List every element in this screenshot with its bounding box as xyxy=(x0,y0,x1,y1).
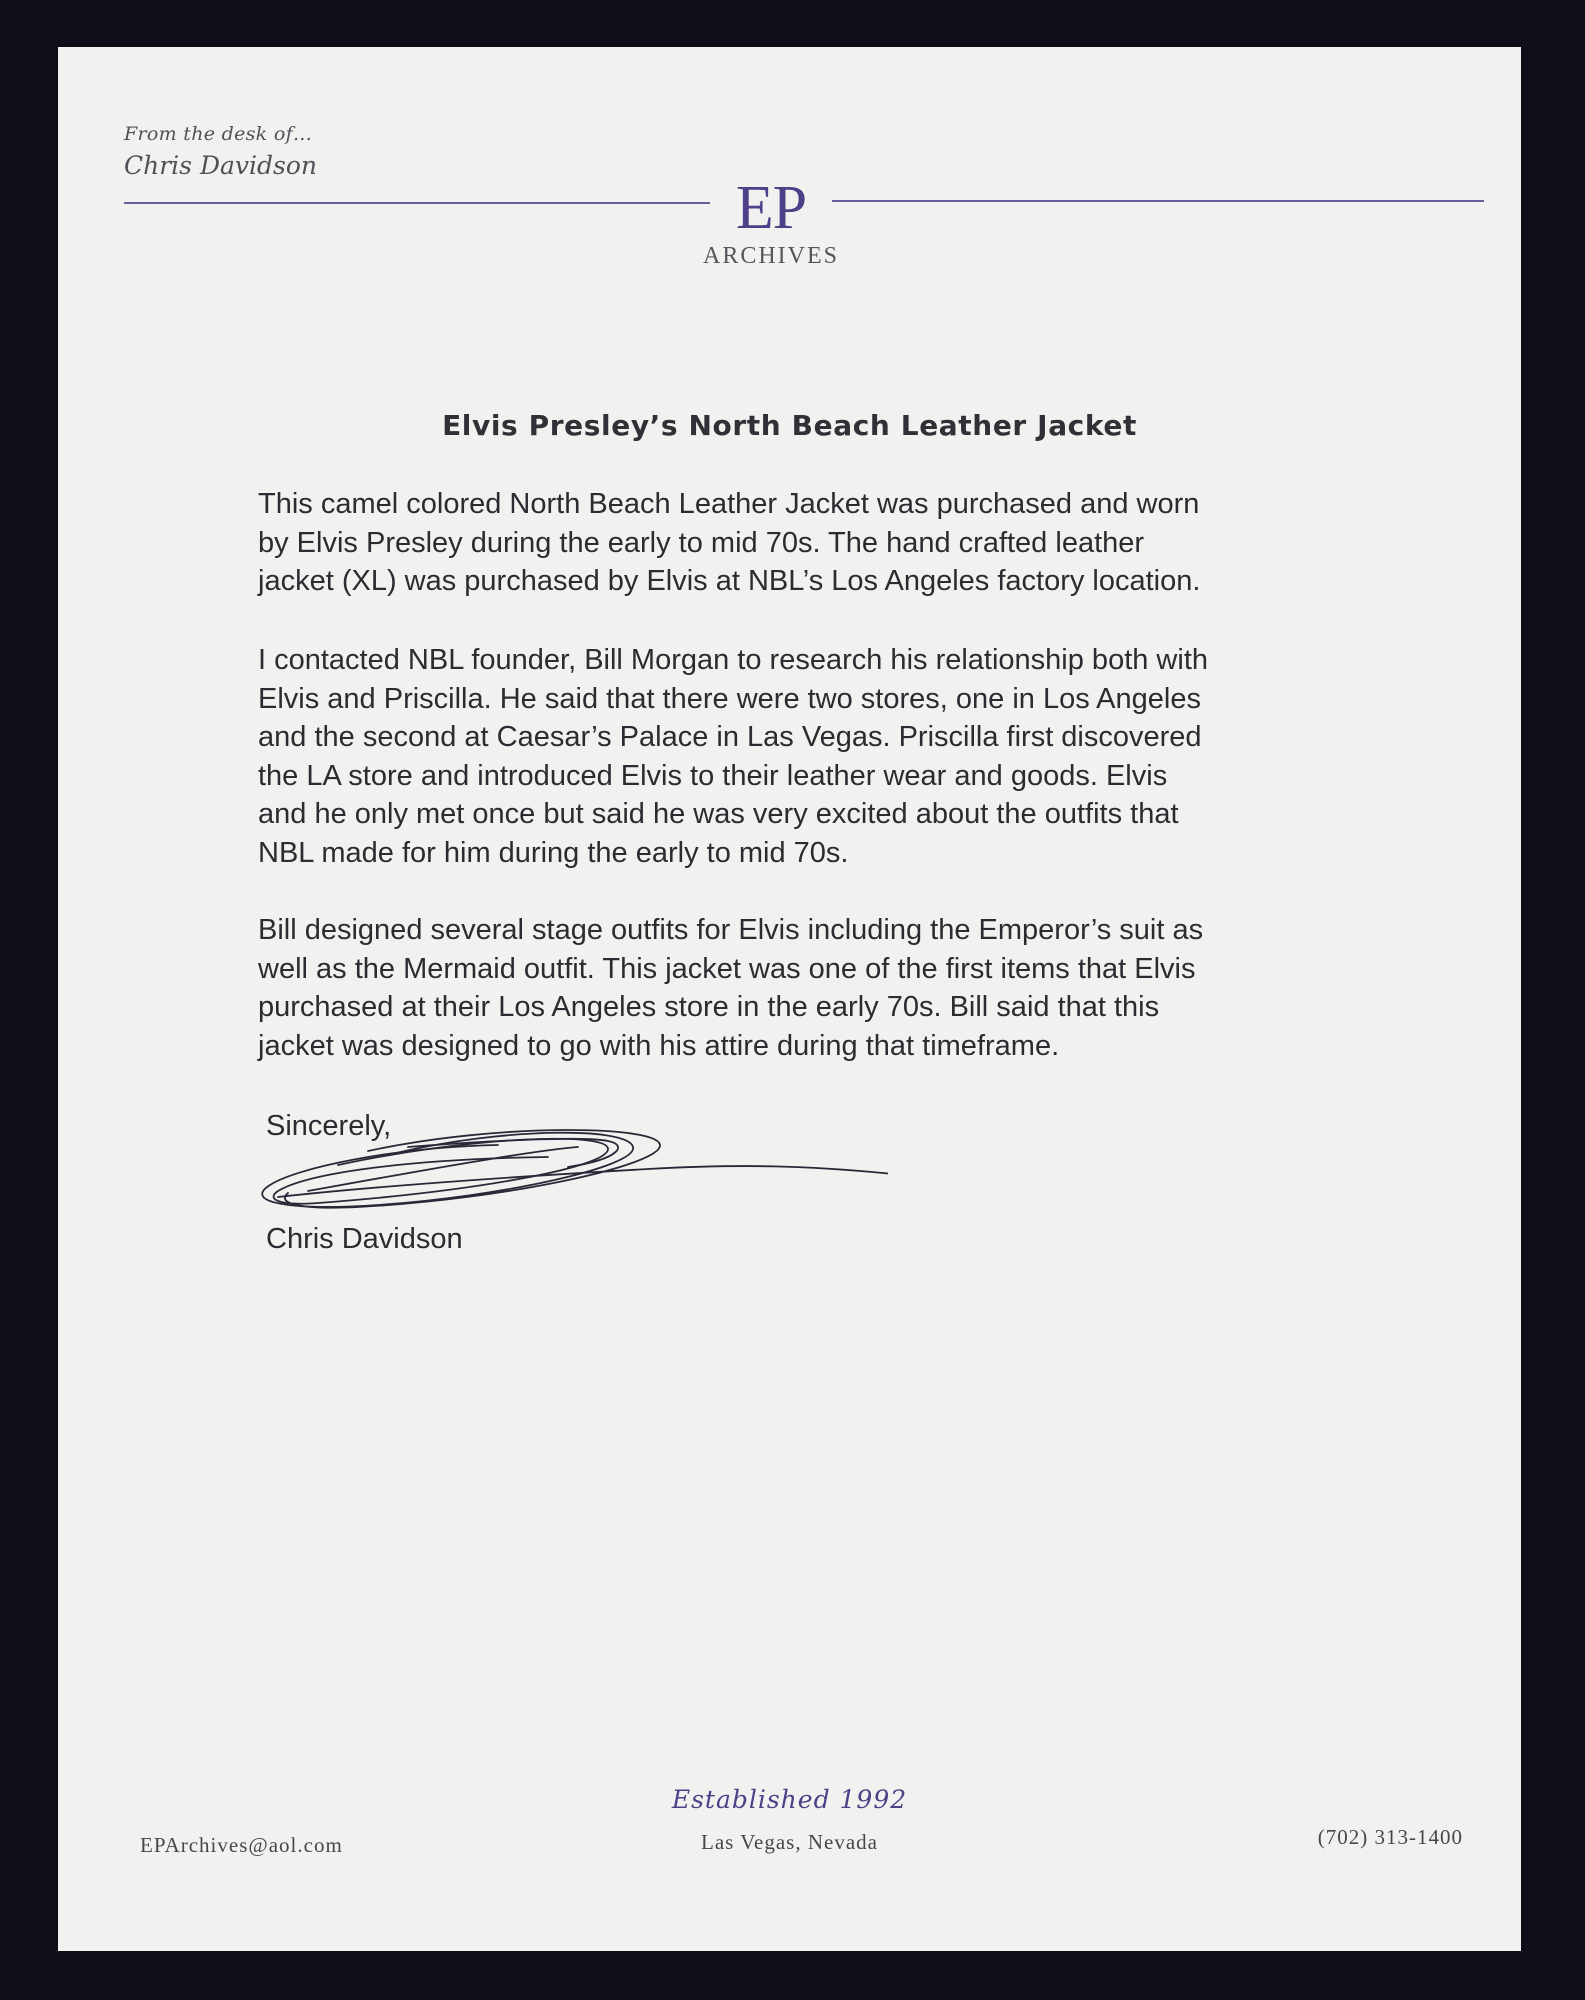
body-paragraph-3 xyxy=(258,911,1328,1065)
footer-email: EPArchives@aol.com xyxy=(140,1833,343,1857)
paragraph-text: Bill designed several stage outfits for Elvis including the Emperor’s suit as well as the Mermaid outfit. This jacket was one of the first items that Elvis purchased at their Los Angeles store in the early 70s. Bill said that this jacket was designed to go with his attire during that timeframe. xyxy=(258,914,1204,1062)
from-desk-block xyxy=(124,123,317,180)
logo-word: ARCHIVES xyxy=(702,243,839,269)
from-desk-name: Chris Davidson xyxy=(124,151,318,180)
letter-page xyxy=(58,47,1521,1951)
from-desk-label: From the desk of… xyxy=(124,123,313,145)
body-paragraph-1 xyxy=(258,485,1328,601)
footer-established: Established 1992 xyxy=(671,1785,908,1814)
ep-archives-logo xyxy=(702,174,839,270)
paragraph-text: This camel colored North Beach Leather Jacket was purchased and worn by Elvis Presley during the early to mid 70s. The hand crafted leather jacket (XL) was purchased by Elvis at NBL’s Los Angeles factory location. xyxy=(258,488,1201,597)
header-rule-right xyxy=(832,200,1484,202)
handwritten-signature xyxy=(248,1107,888,1237)
footer-phone: (702) 313-1400 xyxy=(1317,1825,1463,1849)
footer-city: Las Vegas, Nevada xyxy=(701,1830,878,1854)
header-rule-left xyxy=(124,202,710,204)
paragraph-text: I contacted NBL founder, Bill Morgan to research his relationship both with Elvis and Priscilla. He said that there were two stores, one in Los Angeles and the second at Caesar’s Palace in Las Vegas. Priscilla first discovered the LA store and introduced Elvis to their leather wear and goods. Elvis and he only met once but said he was very excited about the outfits that NBL made for him during the early to mid 70s. xyxy=(258,644,1209,869)
closing-salutation: Sincerely, xyxy=(266,1110,392,1142)
letter-title: Elvis Presley’s North Beach Leather Jacket xyxy=(442,409,1137,442)
body-paragraph-2 xyxy=(258,641,1328,872)
logo-initials: EP xyxy=(735,174,807,242)
signer-name: Chris Davidson xyxy=(266,1223,463,1255)
